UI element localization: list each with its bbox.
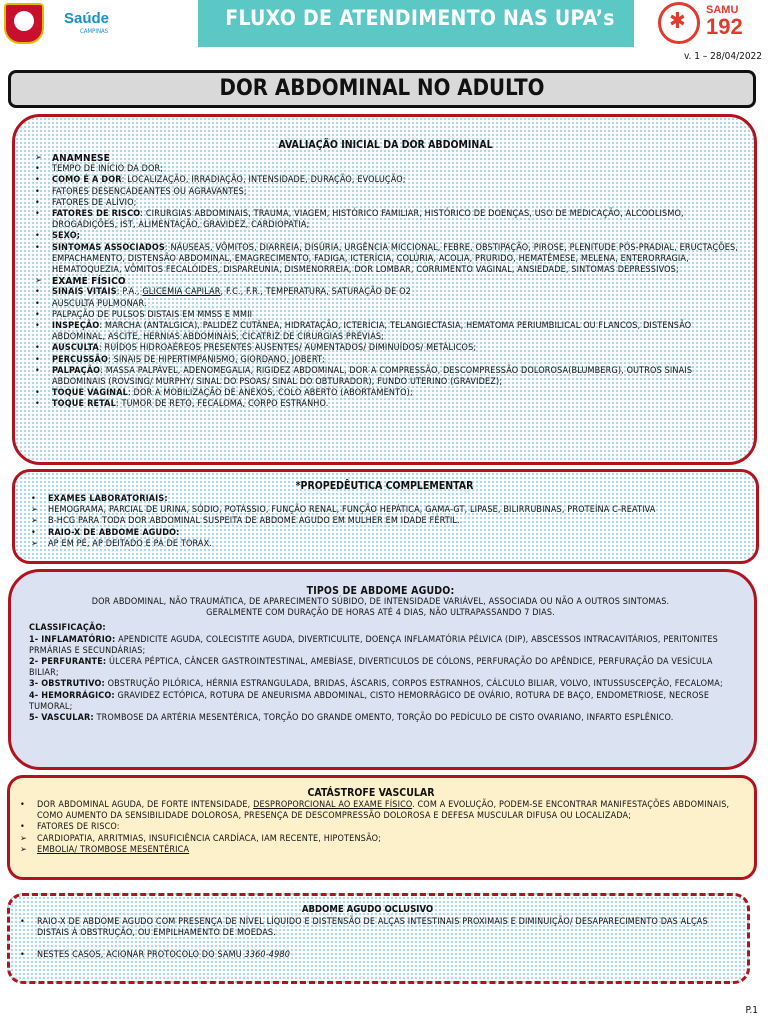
- list-item: • FATORES DE RISCO:: [12, 822, 730, 833]
- oclusivo-section: [7, 893, 750, 984]
- propedeutica-list: [23, 494, 746, 550]
- oclusivo-title: ABDOME AGUDO OCLUSIVO: [301, 904, 434, 915]
- oclusivo-list: [12, 917, 723, 962]
- avaliacao-title: AVALIAÇÃO INICIAL DA DOR ABDOMINAL: [278, 139, 493, 151]
- page-number: P.1: [745, 1005, 758, 1016]
- list-item: • AUSCULTA: RUÍDOS HIDROAÉREOS PRESENTES AUSENTES/ AUMENTADOS/ DIMINUÍDOS/ METÁLICOS;: [27, 343, 744, 354]
- saude-logo: Saúde: [64, 10, 110, 27]
- tipo-obstrutivo: 3- OBSTRUTIVO: OBSTRUÇÃO PILÓRICA, HÉRNIA ESTRANGULADA, BRIDAS, ÁSCARIS, CORPOS ESTRANHOS, CÁLCULO BILIAR, VOLVO, INTUSSUSCEPÇÃO, FECALOMA;: [29, 679, 723, 690]
- list-item: ➢ HEMOGRAMA, PARCIAL DE URINA, SÓDIO, POTÁSSIO, FUNÇÃO RENAL, FUNÇÃO HEPÁTICA, GAMA-GT, LIPASE, BILIRRUBINAS, PROTEÍNA C-REATIVA: [23, 505, 746, 516]
- list-item: • RAIO-X DE ABDOME AGUDO COM PRESENÇA DE NÍVEL LÍQUIDO E DISTENSÃO DE ALÇAS INTESTINAIS PROXIMAIS E DIMINUIÇÃO/ DESAPARECIMENTO DAS ALÇAS DISTAIS À OBSTRUÇÃO, OU EMPILHAMENTO DE MOEDAS.: [12, 917, 723, 939]
- samu-label: SAMU: [706, 4, 739, 16]
- list-item: • FATORES DE RISCO: CIRURGIAS ABDOMINAIS, TRAUMA, VIAGEM, HISTÓRICO FAMILIAR, HISTÓRICO DE DOENÇAS, USO DE MEDICAÇÃO, ALCOOLISMO, DROGADIÇÕES, IST, ALIMENTAÇÃO, GRAVIDEZ, CARDIOPATIA;: [27, 209, 744, 231]
- list-item: • PALPAÇÃO: MASSA PALPÁVEL, ADENOMEGALIA, RIGIDEZ ABDOMINAL, DOR A COMPRESSÃO, DESCOMPRESSÃO DOLOROSA(BLUMBERG), OUTROS SINAIS ABDOMINAIS (ROVSING/ MURPHY/ SINAL DO PSOAS/ SINAL DO OBTURADOR), FUNDO UTERINO (GRAVIDEZ);: [27, 366, 744, 388]
- catastrofe-title: CATÁSTROFE VASCULAR: [307, 787, 435, 799]
- catastrofe-list: [12, 800, 730, 856]
- list-item: • DOR ABDOMINAL AGUDA, DE FORTE INTENSIDADE, DESPROPORCIONAL AO EXAME FÍSICO. COM A EVOLUÇÃO, PODEM-SE ENCONTRAR MANIFESTAÇÕES ABDOMINAIS, COMO AUMENTO DA SENSIBILIDADE DOLOROSA, PRESENÇA DE DESCOMPRESSÃO DOLOROSA E DEFESA MUSCULAR DIFUSA OU LOCALIZADA;: [12, 800, 730, 822]
- classificacao-label: CLASSIFICAÇÃO:: [29, 623, 106, 634]
- tipo-inflamatorio: 1- INFLAMATÓRIO: APENDICITE AGUDA, COLECISTITE AGUDA, DIVERTICULITE, DOENÇA INFLAMATÓRIA PÉLVICA (DIP), ABSCESSOS INTRACAVITÁRIOS, PERITONITES PRMÁRIAS E SECUNDÁRIAS;: [29, 634, 718, 656]
- samu-logo: [658, 2, 700, 44]
- list-item: ➢ AP EM PÉ, AP DEITADO E PA DE TORAX.: [23, 539, 746, 550]
- list-item: • INSPEÇÃO: MARCHA (ANTALGICA), PALIDEZ CUTÂNEA, HIDRATAÇÃO, ICTERÍCIA, TELANGIECTASIA, HEMATOMA PERIUMBILICAL OU FLANCOS, DISTENSÃO ABDOMINAL, ASCITE, HERNIAS ABDOMINAIS, CICATRIZ DE CIRURGIAS PRÉVIAS;: [27, 321, 744, 343]
- catastrofe-section: [7, 775, 757, 880]
- tipos-section: [8, 569, 757, 770]
- samu-number: 192: [706, 14, 743, 39]
- exame-heading: ➢ EXAME FÍSICO: [27, 276, 744, 287]
- list-item: • PALPAÇÃO DE PULSOS DISTAIS EM MMSS E MMII: [27, 310, 744, 321]
- list-item: • FATORES DESENCADEANTES OU AGRAVANTES;: [27, 187, 744, 198]
- list-item: • EXAMES LABORATORIAIS:: [23, 494, 746, 505]
- list-item: • SEXO;: [27, 231, 744, 242]
- list-item: • SINAIS VITAIS: P.A., GLICEMIA CAPILAR, F.C., F.R., TEMPERATURA, SATURAÇÃO DE O2: [27, 287, 744, 298]
- avaliacao-section: [12, 114, 757, 465]
- tipos-desc2: GERALMENTE COM DURAÇÃO DE HORAS ATÉ 4 DIAS, NÃO ULTRAPASSANDO 7 DIAS.: [206, 608, 555, 619]
- list-item: • FATORES DE ALÍVIO;: [27, 198, 744, 209]
- page-title: DOR ABDOMINAL NO ADULTO: [8, 70, 756, 108]
- tipos-desc1: DOR ABDOMINAL, NÃO TRAUMÁTICA, DE APARECIMENTO SÚBIDO, DE INTENSIDADE VARIÁVEL, ASSOCIADA OU NÃO A OUTROS SINTOMAS.: [91, 597, 670, 607]
- saude-logo-sub: CAMPINAS: [80, 28, 109, 35]
- list-item: ➢ CARDIOPATIA, ARRITMIAS, INSUFICIÊNCIA CARDÍACA, IAM RECENTE, HIPOTENSÃO;: [12, 834, 730, 845]
- tipo-hemorragico: 4- HEMORRÁGICO: GRAVIDEZ ECTÓPICA, ROTURA DE ANEURISMA ABDOMINAL, CISTO HEMORRÁGICO DE OVÁRIO, ROTURA DE BAÇO, ENDOMETRIOSE, NECROSE TUMORAL;: [29, 690, 710, 712]
- header-logos: [0, 0, 200, 47]
- header-title: FLUXO DE ATENDIMENTO NAS UPA’s: [225, 6, 615, 30]
- list-item: • RAIO-X DE ABDOME AGUDO:: [23, 528, 746, 539]
- list-item: • TOQUE VAGINAL: DOR A MOBILIZAÇÃO DE ANEXOS, COLO ABERTO (ABORTAMENTO);: [27, 388, 744, 399]
- list-item: • SINTOMAS ASSOCIADOS: NÁUSEAS, VÔMITOS, DIARREIA, DISÚRIA, URGÊNCIA MICCIONAL, FEBRE, OBSTIPAÇÃO, PIROSE, PLENITUDE PÓS-PRADIAL, ERUCTAÇÕES, EMPACHAMENTO, DISTENSÃO ABDOMINAL, EMAGRECIMENTO, FADIGA, ICTERÍCIA, COLÚRIA, ACOLIA, PRURIDO, HEMATÊMESE, MELENA, ENTERORRAGIA, HEMATOQUEZIA, VÔMITOS FECALÓIDES, DISPAREUNIA, DISMENORREIA, DOR LOMBAR, CORRIMENTO VAGINAL, ANSIEDADE, SINTOMAS DEPRESSIVOS;: [27, 243, 744, 277]
- list-item: • NESTES CASOS, ACIONAR PROTOCOLO DO SAMU 3360-4980: [12, 950, 723, 961]
- list-item: • TEMPO DE INÍCIO DA DOR;: [27, 164, 744, 175]
- header: [0, 0, 768, 64]
- star-of-life-icon: ✱: [669, 9, 686, 34]
- propedeutica-section: [12, 469, 759, 564]
- list-item: • COMO É A DOR: LOCALIZAÇÃO, IRRADIAÇÃO, INTENSIDADE, DURAÇÃO, EVOLUÇÃO;: [27, 175, 744, 186]
- anamnese-heading: ➢ ANAMNESE: [27, 153, 744, 164]
- propedeutica-title: *PROPEDÊUTICA COMPLEMENTAR: [295, 480, 474, 492]
- avaliacao-list: [27, 153, 744, 411]
- tipo-perfurante: 2- PERFURANTE: ÚLCERA PÉPTICA, CÂNCER GASTROINTESTINAL, AMEBÍASE, DIVERTICULOS DE CÓLONS, PERFURAÇÃO DO APÊNDICE, PERFURAÇÃO DA VESÍCULA BILIAR;: [29, 657, 713, 679]
- tipos-title: TIPOS DE ABDOME AGUDO:: [306, 585, 455, 597]
- list-item: ➢ B-HCG PARA TODA DOR ABDOMINAL SUSPEITA DE ABDOME AGUDO EM MULHER EM IDADE FÉRTIL.: [23, 516, 746, 527]
- city-crest-logo: [4, 3, 44, 44]
- tipo-vascular: 5- VASCULAR: TROMBOSE DA ARTÉRIA MESENTÉRICA, TORÇÃO DO GRANDE OMENTO, TORÇÃO DO PEDÍCULO DE CISTO OVARIANO, INFARTO ESPLÊNICO.: [29, 713, 674, 724]
- version-label: v. 1 – 28/04/2022: [683, 51, 762, 62]
- list-item: • PERCUSSÃO: SINAIS DE HIPERTIMPANISMO, GIORDANO, JOBERT;: [27, 355, 744, 366]
- list-item: ➢ EMBOLIA/ TROMBOSE MESENTÉRICA: [12, 845, 730, 856]
- list-item: • AUSCULTA PULMONAR.: [27, 299, 744, 310]
- list-item: • TOQUE RETAL: TUMOR DE RETO, FECALOMA, CORPO ESTRANHO.: [27, 399, 744, 410]
